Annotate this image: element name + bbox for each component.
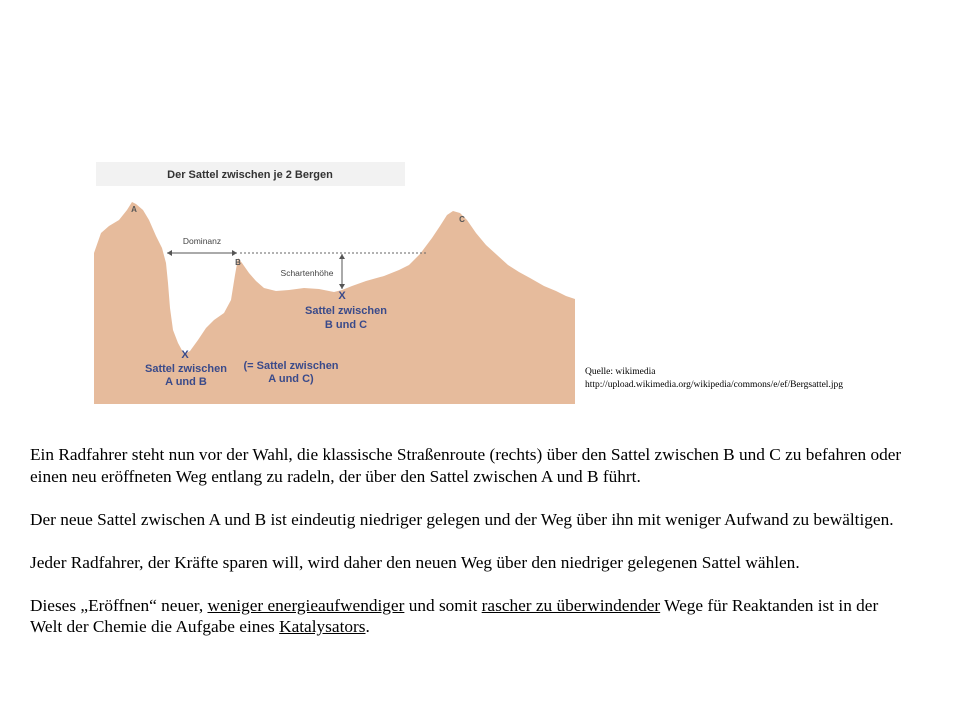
saddle-diagram-svg: [94, 158, 575, 404]
dominanz-arrow-right: [232, 250, 237, 256]
saddle-bc-marker: X: [338, 290, 346, 302]
saddle-bc-line2: B und C: [324, 319, 368, 331]
paragraph-4-part-2: und somit: [404, 595, 482, 615]
link-less-energy[interactable]: weniger energieaufwendiger: [207, 595, 405, 615]
paragraph-1: Ein Radfahrer steht nun vor der Wahl, die klassische Straßenroute (rechts) über den Sattel zwischen B und C zu befahren oder einen neu eröffneten Weg entlang zu radeln, der über den Sattel zwischen A und B führt.: [30, 445, 902, 486]
saddle-diagram: [94, 158, 575, 404]
dominanz-label: Dominanz: [182, 236, 222, 246]
paragraph-2: Der neue Sattel zwischen A und B ist eindeutig niedriger gelegen und der Weg über ihn mit weniger Aufwand zu bewältigen.: [30, 509, 894, 529]
peak-b-label: B: [235, 258, 241, 267]
link-faster[interactable]: rascher zu überwindender: [481, 595, 661, 615]
schartenhoehe-arrow-bottom: [339, 284, 345, 289]
image-source: [585, 366, 843, 392]
link-catalyst[interactable]: Katalysators: [279, 617, 366, 636]
schartenhoehe-arrow-top: [339, 254, 345, 259]
peak-c-label: C: [459, 215, 465, 224]
diagram-title: Der Sattel zwischen je 2 Bergen: [167, 169, 333, 181]
paragraph-4-part-1: Dieses „Eröffnen“ neuer,: [30, 595, 208, 615]
body-text: [30, 444, 910, 659]
peak-a-label: A: [131, 205, 137, 214]
paragraph-4-part-4: .: [365, 617, 370, 636]
saddle-ac-line2: A und C): [268, 373, 314, 385]
source-label: Quelle: wikimedia: [585, 367, 656, 377]
source-url: http://upload.wikimedia.org/wikipedia/commons/e/ef/Bergsattel.jpg: [585, 380, 843, 390]
saddle-ab-marker: X: [181, 349, 189, 361]
saddle-ab-line1: Sattel zwischen: [145, 363, 227, 375]
paragraph-4: [30, 595, 910, 638]
saddle-ab-line2: A und B: [165, 376, 207, 388]
saddle-ac-line1: (= Sattel zwischen: [243, 360, 339, 372]
paragraph-4-part-3: Wege für Reaktanden ist in der Welt der Chemie die Aufgabe eines: [30, 595, 879, 636]
schartenhoehe-label: Schartenhöhe: [280, 268, 334, 278]
paragraph-3: Jeder Radfahrer, der Kräfte sparen will, wird daher den neuen Weg über den niedriger gelegenen Sattel wählen.: [30, 552, 800, 572]
dominanz-arrow-left: [167, 250, 172, 256]
saddle-bc-line1: Sattel zwischen: [305, 305, 387, 317]
